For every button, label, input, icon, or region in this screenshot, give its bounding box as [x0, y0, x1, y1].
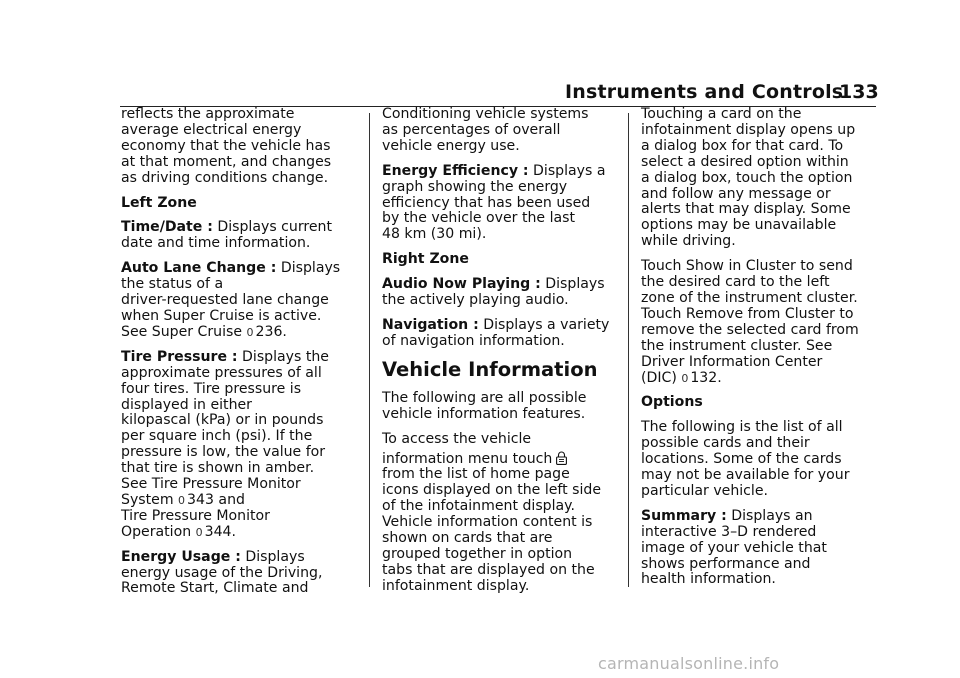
text-line: as driving conditions change. — [121, 169, 329, 186]
term-energy-efficiency: Energy Efficiency : — [382, 162, 529, 179]
page-section-title: Instruments and Controls — [565, 81, 844, 103]
cross-reference-icon: 0 — [178, 493, 186, 507]
text-line: health information. — [641, 571, 776, 588]
entry-tire-pressure — [121, 350, 353, 541]
paragraph-access — [382, 432, 617, 595]
text-line: interactive 3–D rendered — [641, 523, 817, 540]
text-line: at that moment, and changes — [121, 153, 332, 170]
text-line: of navigation information. — [382, 332, 565, 349]
text-line: shows performance and — [641, 555, 811, 572]
text-line: information menu touch — [382, 450, 553, 467]
text-line: the desired card to the left — [641, 274, 830, 291]
cross-reference-icon: 0 — [681, 371, 689, 385]
text-line: select a desired option within — [641, 153, 849, 170]
text-line: particular vehicle. — [641, 482, 769, 499]
text-line: vehicle information features. — [382, 405, 586, 422]
subheading-left-zone — [121, 196, 353, 212]
text-line: kilopascal (kPa) or in pounds — [121, 412, 324, 429]
text-line: (DIC) — [641, 369, 677, 386]
text-line: Touch Remove from Cluster to — [641, 305, 854, 322]
vehicle-info-icon — [556, 451, 567, 464]
text-line: when Super Cruise is active. — [121, 307, 322, 324]
text-line: Touching a card on the — [641, 106, 802, 122]
text-line: Displays the — [242, 348, 329, 365]
text-line: Touch Show in Cluster to send — [641, 258, 853, 275]
text-line: per square inch (psi). If the — [121, 428, 313, 445]
paragraph-card-list — [641, 420, 881, 500]
text-line: image of your vehicle that — [641, 539, 827, 556]
text-line: Remote Start, Climate and — [121, 580, 309, 597]
text-line: System — [121, 491, 174, 508]
term-audio-now-playing: Audio Now Playing : — [382, 276, 541, 293]
text-line: the status of a — [121, 276, 224, 293]
subheading-text: Left Zone — [121, 194, 197, 211]
text-line: alerts that may display. Some — [641, 201, 851, 218]
text-line: as percentages of overall — [382, 121, 561, 138]
subheading-text: Options — [641, 394, 703, 411]
term-navigation: Navigation : — [382, 316, 479, 333]
text-line: Conditioning vehicle systems — [382, 106, 589, 122]
entry-navigation — [382, 318, 617, 350]
text-line: a dialog box, touch the option — [641, 169, 853, 186]
subheading-options — [641, 395, 881, 411]
text-line: Displays — [280, 260, 341, 277]
text-line: possible cards and their — [641, 435, 810, 452]
text-line: may not be available for your — [641, 467, 850, 484]
page-number: 133 — [839, 81, 879, 103]
text-line: reflects the approximate — [121, 106, 295, 122]
column-divider-1 — [369, 113, 370, 587]
text-line: Displays — [545, 276, 605, 293]
text-line: Displays a variety — [483, 316, 610, 333]
text-line: displayed in either — [121, 396, 252, 413]
page-reference[interactable]: 236. — [255, 323, 287, 340]
text-line: Tire Pressure Monitor — [121, 507, 270, 524]
text-line: driver-requested lane change — [121, 292, 329, 309]
text-line: average electrical energy — [121, 121, 302, 138]
text-line: date and time information. — [121, 235, 311, 252]
text-line: To access the vehicle — [382, 430, 532, 447]
text-line: that tire is shown in amber. — [121, 460, 315, 477]
text-line: of the infotainment display. — [382, 498, 575, 515]
text-line: zone of the instrument cluster. — [641, 289, 858, 306]
text-line: vehicle energy use. — [382, 137, 520, 154]
text-line: pressure is low, the value for — [121, 444, 326, 461]
text-line: a dialog box for that card. To — [641, 137, 844, 154]
text-line: from the list of home page — [382, 466, 570, 483]
text-line: Displays current — [217, 219, 332, 236]
entry-time-date — [121, 220, 353, 252]
term-tire-pressure: Tire Pressure : — [121, 348, 238, 365]
paragraph-show-in-cluster — [641, 259, 881, 386]
entry-audio-now-playing — [382, 277, 617, 309]
text-line: Operation — [121, 523, 192, 540]
entry-energy-usage — [121, 550, 353, 598]
text-line: infotainment display. — [382, 577, 530, 594]
page-reference[interactable]: 344. — [204, 523, 237, 540]
text-line: graph showing the energy — [382, 178, 568, 195]
text-line: 48 km (30 mi). — [382, 226, 487, 243]
cross-reference-icon: 0 — [246, 325, 254, 339]
text-line: icons displayed on the left side — [382, 482, 602, 499]
text-line: Vehicle information content is — [382, 514, 593, 531]
text-line: the actively playing audio. — [382, 292, 569, 309]
section-heading: Vehicle Information — [382, 357, 598, 381]
entry-energy-efficiency — [382, 164, 617, 244]
paragraph-intro — [382, 391, 617, 423]
entry-summary — [641, 509, 881, 589]
subheading-text: Right Zone — [382, 251, 469, 268]
paragraph-touching-card — [641, 107, 881, 250]
term-time-date: Time/Date : — [121, 219, 213, 236]
text-line: tabs that are displayed on the — [382, 561, 595, 578]
text-line: The following is the list of all — [641, 419, 843, 436]
text-column-2 — [382, 107, 617, 604]
text-line: approximate pressures of all — [121, 364, 322, 381]
paragraph-conditioning — [382, 107, 617, 155]
subheading-right-zone — [382, 252, 617, 268]
text-line: by the vehicle over the last — [382, 210, 575, 227]
text-line: See Super Cruise — [121, 323, 243, 340]
text-line: efficiency that has been used — [382, 194, 591, 211]
text-line: while driving. — [641, 233, 736, 250]
page-reference[interactable]: 132. — [690, 369, 722, 386]
term-summary: Summary : — [641, 507, 727, 524]
text-line: remove the selected card from — [641, 321, 859, 338]
text-line: grouped together in option — [382, 545, 573, 562]
term-energy-usage: Energy Usage : — [121, 548, 241, 565]
term-auto-lane-change: Auto Lane Change : — [121, 260, 277, 277]
text-line: Driver Information Center — [641, 353, 823, 370]
paragraph-energy-economy — [121, 107, 353, 187]
text-line: shown on cards that are — [382, 530, 553, 547]
text-line: and follow any message or — [641, 185, 831, 202]
text-line: Displays an — [731, 507, 813, 524]
entry-auto-lane-change — [121, 261, 353, 341]
text-line: The following are all possible — [382, 389, 587, 406]
text-line: economy that the vehicle has — [121, 137, 331, 154]
text-column-3 — [641, 107, 881, 597]
text-line: locations. Some of the cards — [641, 451, 842, 468]
text-line: four tires. Tire pressure is — [121, 380, 302, 397]
cross-reference-icon: 0 — [195, 525, 203, 539]
text-line: infotainment display opens up — [641, 121, 856, 138]
text-line: Displays — [245, 548, 305, 565]
text-line: the instrument cluster. See — [641, 337, 833, 354]
text-line: See Tire Pressure Monitor — [121, 476, 301, 493]
column-divider-2 — [628, 113, 629, 587]
text-line: Displays a — [533, 162, 606, 179]
watermark: carmanualsonline.info — [598, 654, 780, 673]
page-reference[interactable]: 343 and — [187, 491, 245, 508]
text-column-1 — [121, 107, 353, 606]
text-line: options may be unavailable — [641, 217, 837, 234]
text-line: energy usage of the Driving, — [121, 564, 323, 581]
